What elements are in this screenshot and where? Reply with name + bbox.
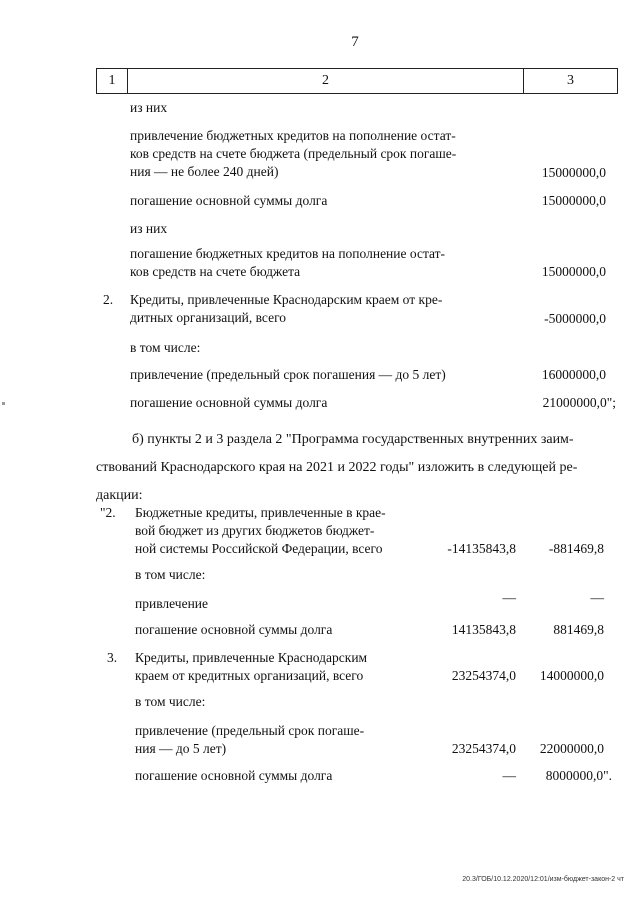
- repay-credit-line2: ков средств на счете бюджета: [130, 264, 301, 279]
- paragraph-line: ствований Краснодарского края на 2021 и 2022 годы" изложить в следующей ре-: [96, 460, 578, 475]
- document-footer: 20.3/ГОБ/10.12.2020/12:01/изм-бюджет-закон-2 чт: [462, 876, 624, 883]
- repay-credit-line1: погашение бюджетных кредитов на пополнение остат-: [130, 246, 446, 261]
- repay-principal-label: погашение основной суммы долга: [135, 768, 333, 783]
- item-number: "2.: [100, 505, 116, 520]
- repay-principal-value: 15000000,0: [541, 193, 606, 208]
- borrow-5y-value: 16000000,0: [541, 367, 606, 382]
- borrow-5y-value-2021: 23254374,0: [451, 741, 516, 756]
- credit-org-line1: Кредиты, привлеченные Краснодарским краем от кре-: [130, 292, 443, 307]
- page-number: 7: [351, 34, 359, 50]
- margin-mark: [2, 402, 5, 405]
- paragraph-line: дакции:: [96, 488, 143, 503]
- column-header-table: [96, 68, 618, 94]
- credit-org-line2: дитных организаций, всего: [130, 310, 287, 325]
- borrow-5y-value-2022: 22000000,0: [539, 741, 604, 756]
- repay-value-2021: 14135843,8: [451, 622, 516, 637]
- budget-credit-line1: Бюджетные кредиты, привлеченные в крае-: [135, 505, 386, 520]
- borrow-value-2021: —: [502, 590, 516, 605]
- paragraph-line: б) пункты 2 и 3 раздела 2 "Программа государственных внутренних заим-: [132, 432, 574, 447]
- repay-value-2022: 881469,8: [553, 622, 604, 637]
- repay-principal-value: 21000000,0";: [542, 395, 616, 410]
- borrow-5y-label: привлечение (предельный срок погашения — до 5 лет): [130, 367, 446, 382]
- repay-value-2022: 8000000,0".: [545, 768, 612, 783]
- header-col-2: 2: [322, 73, 329, 88]
- borrow-credit-line3: ния — не более 240 дней): [130, 164, 279, 179]
- header-col-1: 1: [108, 73, 116, 88]
- credit-org-value-2022: 14000000,0: [539, 668, 604, 683]
- borrow-label: привлечение: [135, 596, 209, 611]
- budget-credit-value-2021: -14135843,8: [447, 541, 516, 556]
- repay-value-2021: —: [502, 768, 516, 783]
- repay-credit-value: 15000000,0: [541, 264, 606, 279]
- borrow-5y-line1: привлечение (предельный срок погаше-: [135, 723, 365, 738]
- credit-org-line1: Кредиты, привлеченные Краснодарским: [135, 650, 368, 665]
- budget-credit-line3: ной системы Российской Федерации, всего: [135, 541, 383, 556]
- borrow-5y-line2: ния — до 5 лет): [135, 741, 227, 756]
- budget-credit-value-2022: -881469,8: [548, 541, 604, 556]
- credit-org-line2: краем от кредитных организаций, всего: [135, 668, 364, 683]
- including-label: в том числе:: [135, 567, 206, 582]
- from-them-label: из них: [130, 100, 168, 115]
- budget-credit-line2: вой бюджет из других бюджетов бюджет-: [135, 523, 375, 538]
- borrow-value-2022: —: [590, 590, 604, 605]
- borrow-credit-line1: привлечение бюджетных кредитов на пополнение остат-: [130, 128, 456, 143]
- repay-principal-label: погашение основной суммы долга: [135, 622, 333, 637]
- including-label: в том числе:: [130, 340, 201, 355]
- from-them-label: из них: [130, 221, 168, 236]
- header-col-3: 3: [567, 73, 574, 88]
- credit-org-value-2021: 23254374,0: [451, 668, 516, 683]
- repay-principal-label: погашение основной суммы долга: [130, 193, 328, 208]
- credit-org-value: -5000000,0: [544, 311, 606, 326]
- borrow-credit-line2: ков средств на счете бюджета (предельный срок погаше-: [130, 146, 457, 161]
- including-label: в том числе:: [135, 694, 206, 709]
- borrow-credit-value: 15000000,0: [541, 165, 606, 180]
- item-number: 3.: [107, 650, 118, 665]
- amendment-paragraph: [96, 426, 618, 510]
- item-number: 2.: [103, 292, 114, 307]
- repay-principal-label: погашение основной суммы долга: [130, 395, 328, 410]
